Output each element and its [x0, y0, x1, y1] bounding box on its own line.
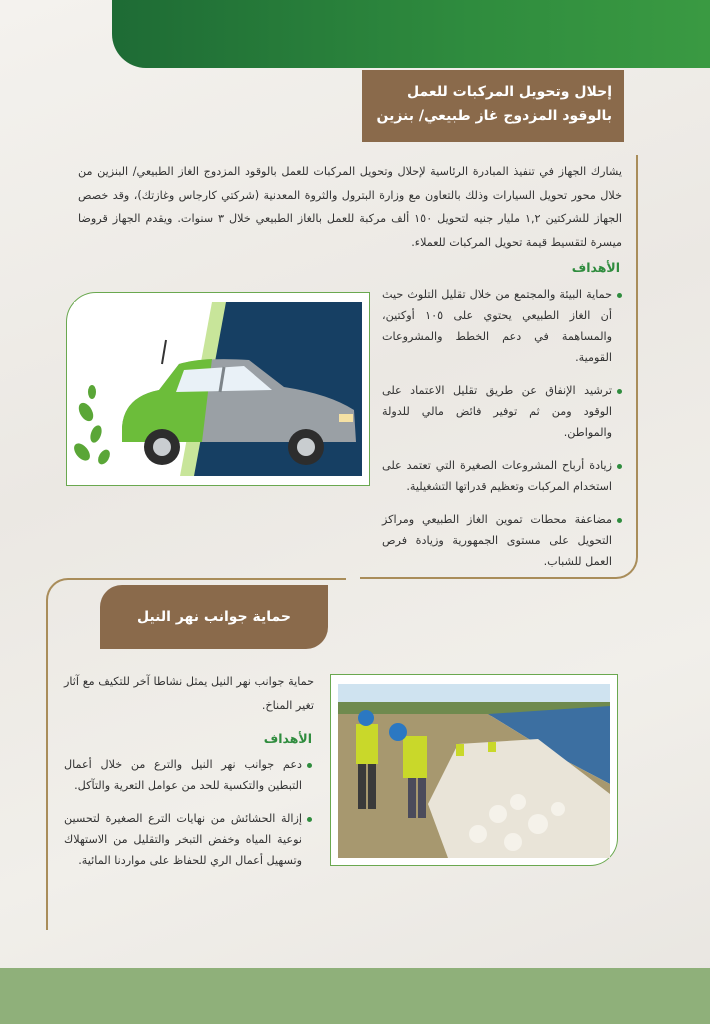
bottom-green-band: [0, 968, 710, 1024]
goal-item: حماية البيئة والمجتمع من خلال تقليل التلوث حيث أن الغاز الطبيعي يحتوي على ١٠٥ أوكتين، والمساهمة في دعم الخطط والمشروعات القومية.: [382, 284, 622, 368]
section2-goals-heading: الأهداف: [263, 731, 312, 746]
section1-title: [362, 70, 624, 142]
section1-goals-heading: الأهداف: [571, 260, 620, 275]
goal-item: زيادة أرباح المشروعات الصغيرة التي تعتمد على استخدام المركبات وتعظيم قدراتها التشغيلية.: [382, 455, 622, 497]
section1-goals-list: [382, 284, 622, 584]
section1-intro: يشارك الجهاز في تنفيذ المبادرة الرئاسية لإحلال وتحويل المركبات للعمل بالوقود المزدوج الغاز الطبيعي/ البنزين من خلال محور تحويل السيارات وذلك بالتعاون مع وزارة البترول والثروة المعدنية (شركتي كارجاس وغازتك)، وقد خصص الجهاز للشركتين ١,٢ مليار جنيه لتحويل ١٥٠ ألف مركبة للعمل بالغاز الطبيعي خلال ٣ سنوات. ويقدم الجهاز قروضا ميسرة لتقسيط قيمة تحويل المركبات للعملاء.: [78, 165, 622, 249]
goal-item: ترشيد الإنفاق عن طريق تقليل الاعتماد على الوقود ومن ثم توفير فائض مالي للدولة والمواطن.: [382, 380, 622, 443]
top-green-banner: [112, 0, 710, 68]
goal-item: دعم جوانب نهر النيل والترع من خلال أعمال التبطين والتكسية للحد من عوامل التعرية والتآكل.: [64, 754, 312, 796]
goal-item: مضاعفة محطات تموين الغاز الطبيعي ومراكز التحويل على مستوى الجمهورية وزيادة فرص العمل للشباب.: [382, 509, 622, 572]
section2-goals-list: [64, 754, 312, 883]
section1-title-line2: بالوقود المزدوج غاز طبيعي/ بنزين: [376, 108, 612, 124]
goal-item: إزالة الحشائش من نهايات الترع الصغيرة لتحسين نوعية المياه وخفض التبخر والتقليل من الاستهلاك وتسهيل أعمال الري للحفاظ على مواردنا المائية.: [64, 808, 312, 871]
section1-title-line1: إحلال وتحويل المركبات للعمل: [407, 84, 612, 100]
nile-bank-photo: [338, 684, 610, 858]
section2-intro: حماية جوانب نهر النيل يمثل نشاطا آخر للتكيف مع آثار تغير المناخ.: [64, 675, 314, 712]
section2-title: حماية جوانب نهر النيل: [100, 585, 328, 649]
car-illustration: [74, 302, 362, 476]
